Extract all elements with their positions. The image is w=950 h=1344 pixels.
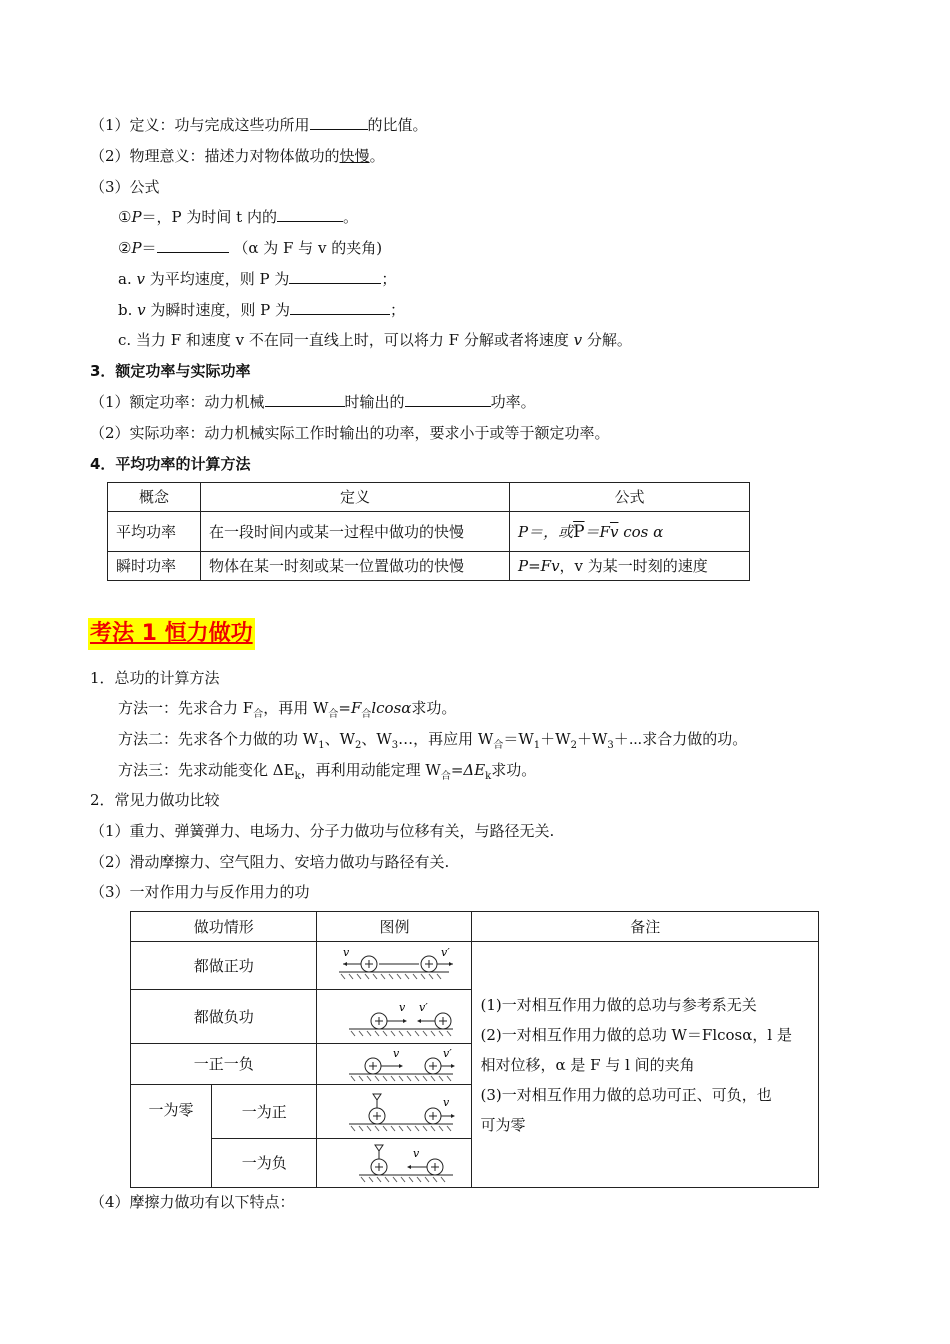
blank-power-type[interactable] — [277, 207, 343, 222]
label-vprime: v′ — [441, 945, 451, 959]
comparison-3: （3）一对作用力与反作用力的功 — [90, 883, 310, 901]
meaning-line: （2）物理意义：描述力对物体做功的快慢。 — [90, 147, 385, 165]
diagram-one-positive-svg — [329, 1090, 459, 1134]
common-force-title: 2．常见力做功比较 — [90, 791, 220, 809]
label-vprime: v′ — [443, 1047, 453, 1060]
diagram-one-negative-svg — [329, 1141, 459, 1185]
label-vprime: v′ — [419, 1000, 429, 1014]
formula-c: c. 当力 F 和速度 v 不在同一直线上时，可以将力 F 分解或者将速度 v 分解。 — [118, 331, 632, 349]
label-v: v — [443, 1095, 450, 1109]
method-2: 方法二：先求各个力做的功 $W_1$、$W_2$、$W_3\dots$，再应用 $W_合=W_1+W_2+W_3+\cdots$求合力做的功。 — [118, 730, 748, 751]
formula-a: a. v 为平均速度，则 P 为 ； — [118, 270, 397, 288]
formula-2: ②P＝ （α 为 F 与 v 的夹角) — [118, 239, 383, 257]
diagram-one-negative — [317, 1139, 472, 1188]
section4-title: 4．平均功率的计算方法 — [90, 455, 251, 473]
comparison-4: （4）摩擦力做功有以下特点： — [90, 1193, 295, 1211]
th-remark: 备注 — [472, 912, 819, 942]
comparison-1: （1）重力、弹簧弹力、电场力、分子力做功与位移有关，与路径无关. — [90, 822, 555, 840]
label-v: v — [413, 1147, 420, 1160]
diagram-one-pos-one-neg-svg — [329, 1046, 459, 1082]
blank-rated-type[interactable] — [405, 392, 491, 407]
action-reaction-table — [130, 911, 819, 1188]
case-both-negative: 都做负功 — [131, 990, 317, 1044]
case-one-negative: 一为负 — [212, 1139, 317, 1188]
remarks-cell — [472, 942, 819, 1188]
actual-power-line: （2）实际功率：动力机械实际工作时输出的功率，要求小于或等于额定功率。 — [90, 424, 610, 442]
method-heading: 考法 1 恒力做功 — [88, 618, 255, 650]
formula-1: ①P＝，P 为时间 t 内的 。 — [118, 208, 358, 226]
method-3: 方法三：先求动能变化 $\Delta E_k$，再利用动能定理 $W_合=\Delta E_k$求功。 — [118, 761, 537, 782]
row-formula: P=Fv，v 为某一时刻的速度 — [510, 552, 750, 581]
case-one-pos-one-neg: 一正一负 — [131, 1044, 317, 1085]
power-table — [107, 482, 750, 581]
case-both-positive: 都做正功 — [131, 942, 317, 990]
label-v: v — [343, 945, 350, 959]
case-one-positive: 一为正 — [212, 1085, 317, 1139]
diagram-both-positive-svg — [329, 946, 459, 986]
row-concept: 瞬时功率 — [108, 552, 201, 581]
remark-3b: 可为零 — [480, 1115, 526, 1134]
definition-line: （1）定义：功与完成这些功所用 的比值。 — [90, 116, 428, 134]
diagram-one-positive — [317, 1085, 472, 1139]
formula-b: b. v 为瞬时速度，则 P 为 ； — [118, 301, 406, 319]
formula-title: （3）公式 — [90, 178, 160, 196]
comparison-2: （2）滑动摩擦力、空气阻力、安培力做功与路径有关. — [90, 853, 450, 871]
case-one-zero: 一为零 — [131, 1085, 212, 1188]
blank-avg-power[interactable] — [289, 269, 381, 284]
th-diagram: 图例 — [317, 912, 472, 942]
blank-rated-condition[interactable] — [265, 392, 345, 407]
blank-time[interactable] — [310, 115, 368, 130]
rated-power-line: （1）额定功率：动力机械 时输出的 功率。 — [90, 393, 536, 411]
blank-formula[interactable] — [157, 238, 229, 253]
method-1: 方法一：先求合力 $F_合$，再用 $W_合=F_合lcos\alpha$求功。 — [118, 699, 457, 720]
th-case: 做功情形 — [131, 912, 317, 942]
th-concept: 概念 — [108, 483, 201, 512]
label-v: v — [393, 1047, 400, 1060]
diagram-both-positive — [317, 942, 472, 990]
th-definition: 定义 — [201, 483, 510, 512]
total-work-title: 1．总功的计算方法 — [90, 669, 220, 687]
diagram-both-negative-svg — [329, 995, 459, 1039]
row-formula: P＝，或$\overline{P}=F\overline{v}$ cos α — [510, 512, 750, 552]
blank-inst-power[interactable] — [290, 300, 390, 315]
row-definition: 在一段时间内或某一过程中做功的快慢 — [201, 512, 510, 552]
section3-title: 3．额定功率与实际功率 — [90, 362, 251, 380]
th-formula: 公式 — [510, 483, 750, 512]
remark-2a: (2)一对相互作用力做的总功 W＝Flcosα，l 是 — [480, 1025, 792, 1044]
row-definition: 物体在某一时刻或某一位置做功的快慢 — [201, 552, 510, 581]
remark-3a: (3)一对相互作用力做的总功可正、可负，也 — [480, 1085, 772, 1104]
remark-2b: 相对位移，α 是 F 与 l 间的夹角 — [480, 1055, 695, 1074]
diagram-both-negative — [317, 990, 472, 1044]
remark-1: (1)一对相互作用力做的总功与参考系无关 — [480, 995, 757, 1014]
label-v: v — [399, 1000, 406, 1014]
diagram-one-pos-one-neg — [317, 1044, 472, 1085]
row-concept: 平均功率 — [108, 512, 201, 552]
